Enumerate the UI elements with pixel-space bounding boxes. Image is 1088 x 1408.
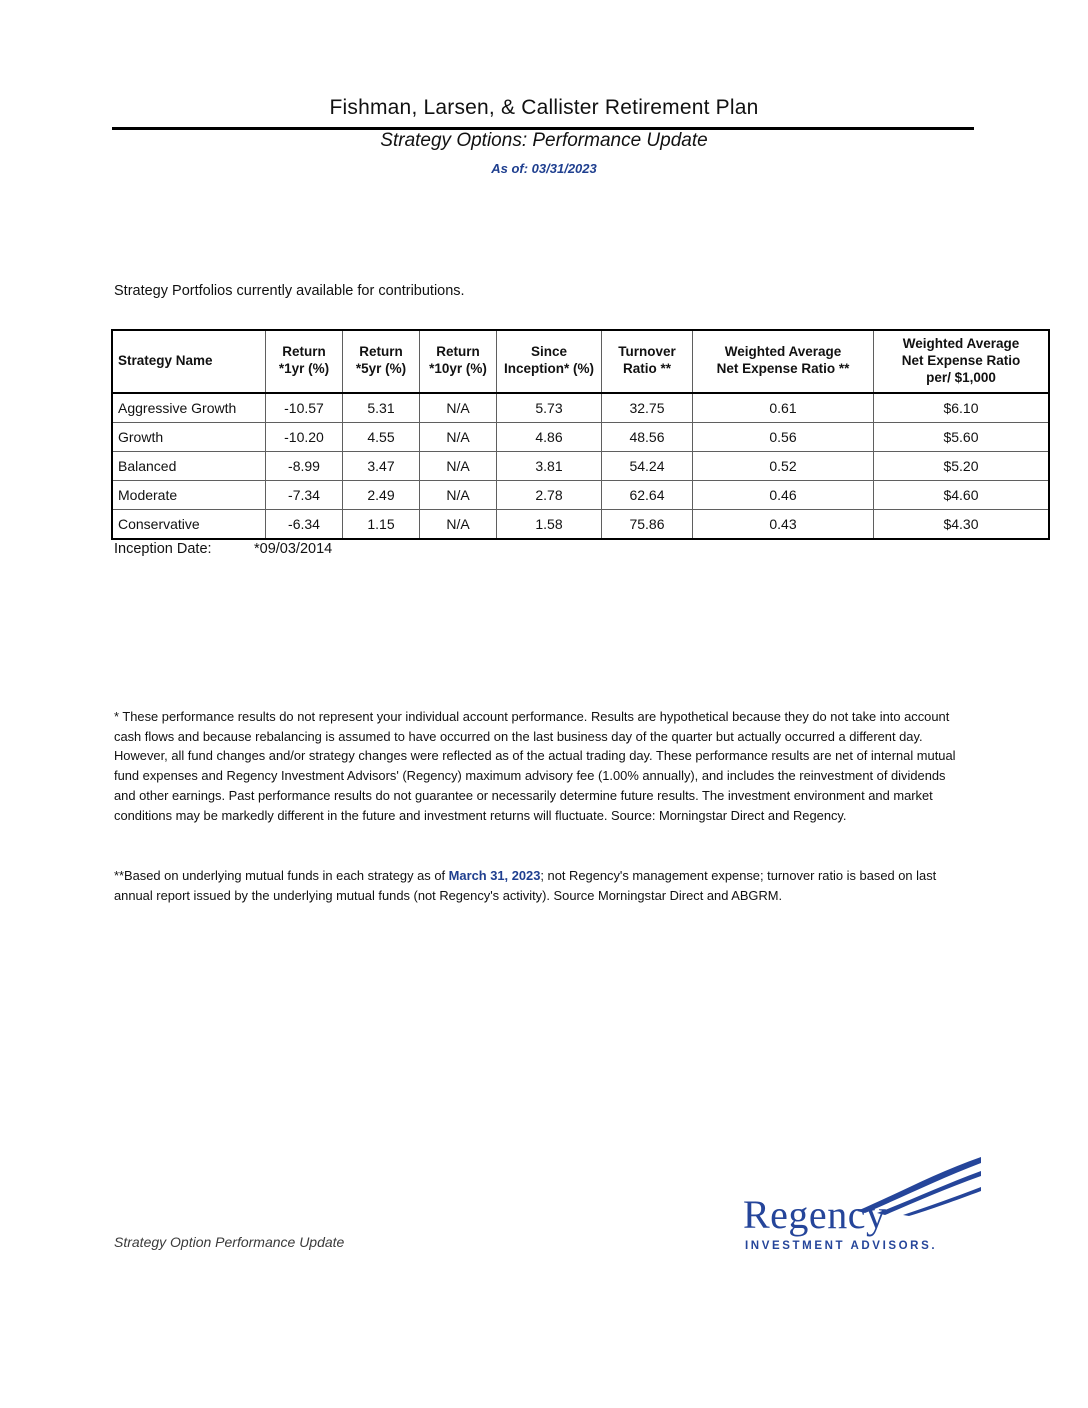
cell-turnover-ratio: 48.56 xyxy=(602,422,693,451)
cell-return-10yr: N/A xyxy=(420,480,497,509)
cell-net-expense-ratio: 0.46 xyxy=(693,480,874,509)
cell-strategy-name: Balanced xyxy=(112,451,266,480)
header-line: per/ $1,000 xyxy=(926,369,996,385)
footnote-2-before: **Based on underlying mutual funds in each strategy as of xyxy=(114,868,449,883)
header-line: Return xyxy=(436,344,480,360)
column-header-turnover-ratio xyxy=(602,330,693,393)
header-line: Return xyxy=(282,344,326,360)
cell-net-expense-per-1000: $4.30 xyxy=(874,509,1050,539)
table-row xyxy=(112,451,1049,480)
column-header-net-expense-per-1000 xyxy=(874,330,1050,393)
column-header-strategy-name xyxy=(112,330,266,393)
header-line: Since xyxy=(530,344,568,360)
cell-return-5yr: 2.49 xyxy=(343,480,420,509)
cell-return-10yr: N/A xyxy=(420,393,497,423)
footnote-expense-basis xyxy=(114,866,969,905)
table-row xyxy=(112,393,1049,423)
cell-return-1yr: -6.34 xyxy=(266,509,343,539)
cell-since-inception: 1.58 xyxy=(497,509,602,539)
cell-return-5yr: 4.55 xyxy=(343,422,420,451)
column-header-return-5yr xyxy=(343,330,420,393)
column-header-net-expense-ratio xyxy=(693,330,874,393)
cell-since-inception: 2.78 xyxy=(497,480,602,509)
logo-tagline: INVESTMENT ADVISORS. xyxy=(745,1240,938,1252)
cell-return-10yr: N/A xyxy=(420,509,497,539)
header-line: Turnover xyxy=(618,344,676,360)
footnote-performance-disclaimer: * These performance results do not represent your individual account performance. Results are hypothetical because they do not take into account cash flows and because rebalancing is assumed to have occurred on the last business day of the quarter but actually occurred a different day. However, all fund changes and/or strategy changes were reflected as of the actual trading day. These performance results are net of internal mutual fund expenses and Regency Investment Advisors' (Regency) maximum advisory fee (1.00% annually), and includes the reinvestment of dividends and other earnings. Past performance results do not guarantee or necessarily determine future results. The investment environment and market conditions may be markedly different in the future and investment returns will fluctuate. Source: Morningstar Direct and Regency. xyxy=(114,709,956,823)
cell-strategy-name: Growth xyxy=(112,422,266,451)
as-of-date: As of: 03/31/2023 xyxy=(491,161,597,176)
header-line: *5yr (%) xyxy=(355,361,407,377)
cell-since-inception: 3.81 xyxy=(497,451,602,480)
performance-table-wrapper xyxy=(111,329,1021,540)
header-line: Weighted Average xyxy=(724,344,842,360)
regency-logo xyxy=(735,1155,985,1265)
cell-return-10yr: N/A xyxy=(420,451,497,480)
header-line: Strategy Name xyxy=(118,352,213,368)
cell-turnover-ratio: 75.86 xyxy=(602,509,693,539)
inception-date-label: Inception Date: xyxy=(114,541,212,557)
cell-turnover-ratio: 54.24 xyxy=(602,451,693,480)
cell-return-1yr: -7.34 xyxy=(266,480,343,509)
cell-net-expense-ratio: 0.61 xyxy=(693,393,874,423)
cell-turnover-ratio: 32.75 xyxy=(602,393,693,423)
cell-since-inception: 4.86 xyxy=(497,422,602,451)
cell-return-1yr: -10.20 xyxy=(266,422,343,451)
column-header-since-inception xyxy=(497,330,602,393)
cell-turnover-ratio: 62.64 xyxy=(602,480,693,509)
cell-since-inception: 5.73 xyxy=(497,393,602,423)
performance-table xyxy=(111,329,1050,540)
cell-return-1yr: -10.57 xyxy=(266,393,343,423)
cell-return-5yr: 3.47 xyxy=(343,451,420,480)
intro-text: Strategy Portfolios currently available for contributions. xyxy=(114,283,465,299)
cell-net-expense-ratio: 0.56 xyxy=(693,422,874,451)
cell-net-expense-per-1000: $5.20 xyxy=(874,451,1050,480)
header-line: Inception* (%) xyxy=(504,361,594,377)
footnote-2-after: ; not Regency's management expense; turnover ratio is based on last annual report issued by the underlying mutual funds (not Regency's activity). Source Morningstar Direct and ABGRM. xyxy=(114,868,937,903)
cell-strategy-name: Conservative xyxy=(112,509,266,539)
header-line: Return xyxy=(359,344,403,360)
header-line: Ratio ** xyxy=(622,361,671,377)
table-row xyxy=(112,422,1049,451)
inception-date-row xyxy=(114,541,332,557)
cell-strategy-name: Moderate xyxy=(112,480,266,509)
cell-net-expense-per-1000: $5.60 xyxy=(874,422,1050,451)
cell-net-expense-ratio: 0.52 xyxy=(693,451,874,480)
inception-date-value: *09/03/2014 xyxy=(254,541,333,557)
cell-return-1yr: -8.99 xyxy=(266,451,343,480)
logo-wordmark: Regency xyxy=(743,1192,887,1237)
cell-net-expense-per-1000: $4.60 xyxy=(874,480,1050,509)
header-line: *1yr (%) xyxy=(278,361,330,377)
footnote-2-date: March 31, 2023 xyxy=(448,868,541,883)
header-line: Net Expense Ratio ** xyxy=(716,361,850,377)
cell-return-10yr: N/A xyxy=(420,422,497,451)
cell-return-5yr: 1.15 xyxy=(343,509,420,539)
table-body xyxy=(112,393,1049,539)
cell-return-5yr: 5.31 xyxy=(343,393,420,423)
table-row xyxy=(112,509,1049,539)
header-line: Net Expense Ratio xyxy=(901,352,1021,368)
header-line: *10yr (%) xyxy=(429,361,487,377)
page-subtitle: Strategy Options: Performance Update xyxy=(380,130,708,151)
cell-net-expense-ratio: 0.43 xyxy=(693,509,874,539)
header-line: Weighted Average xyxy=(902,336,1020,351)
column-header-return-10yr xyxy=(420,330,497,393)
cell-strategy-name: Aggressive Growth xyxy=(112,393,266,423)
table-header-row xyxy=(112,330,1049,393)
table-header xyxy=(112,330,1049,393)
footer-label: Strategy Option Performance Update xyxy=(114,1234,345,1250)
table-row xyxy=(112,480,1049,509)
cell-net-expense-per-1000: $6.10 xyxy=(874,393,1050,423)
page-title: Fishman, Larsen, & Callister Retirement Plan xyxy=(329,96,759,119)
column-header-return-1yr xyxy=(266,330,343,393)
